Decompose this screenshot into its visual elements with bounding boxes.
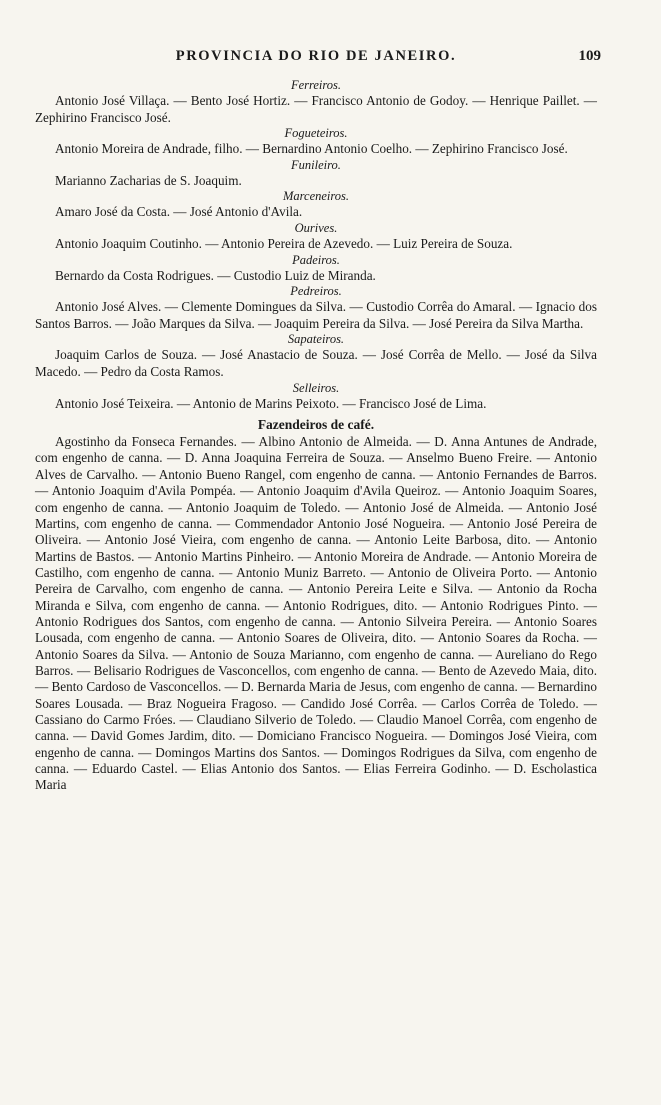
section-sapateiros [35, 332, 597, 380]
section-title: Ferreiros. [290, 78, 342, 92]
section-text: Antonio Moreira de Andrade, filho. — Bernardino Antonio Coelho. — Zephirino Francisco José. [55, 141, 568, 157]
section-padeiros [35, 253, 597, 285]
section-text: Marianno Zacharias de S. Joaquim. [55, 172, 242, 188]
section-text: Amaro José da Costa. — José Antonio d'Avila. [55, 204, 303, 220]
section-title: Sapateiros. [287, 332, 345, 347]
section-selleiros [35, 381, 597, 413]
section-pedreiros [35, 284, 597, 332]
section-fogueteiros [35, 126, 597, 158]
section-title: Selleiros. [292, 380, 340, 395]
section-title: Fazendeiros de café. [257, 417, 375, 433]
running-title: PROVINCIA DO RIO DE JANEIRO. [175, 48, 457, 64]
section-title: Ourives. [294, 220, 338, 235]
page-header [35, 48, 601, 72]
section-marceneiros [35, 189, 597, 221]
section-title: Funileiro. [291, 157, 341, 172]
section-funileiro [35, 158, 597, 190]
document-page [35, 48, 601, 794]
section-text: Joaquim Carlos de Souza. — José Anastacio de Souza. — José Corrêa de Mello. — José da Silva Macedo. — Pedro da Costa Ramos. [35, 347, 597, 379]
section-ourives [35, 221, 597, 253]
section-title: Fogueteiros. [284, 126, 348, 141]
section-title: Marceneiros. [282, 189, 350, 204]
section-title: Pedreiros. [290, 284, 342, 299]
section-fazendeiros-de-cafe [35, 416, 597, 794]
section-ferreiros [35, 78, 597, 126]
section-text: Bernardo da Costa Rodrigues. — Custodio Luiz de Miranda. [55, 267, 376, 283]
section-text: Antonio José Teixeira. — Antonio de Marins Peixoto. — Francisco José de Lima. [55, 395, 487, 411]
section-text: Antonio Joaquim Coutinho. — Antonio Pereira de Azevedo. — Luiz Pereira de Souza. [55, 235, 513, 251]
section-text: Agostinho da Fonseca Fernandes. — Albino Antonio de Almeida. — D. Anna Antunes de Andrade, com engenho de canna. — D. Anna Joaquina Ferreira de Souza. — Anselmo Bueno Freire. — Antonio Alves de Carvalho. — Antonio Bueno Rangel, com engenho de canna. — Antonio Fernandes de Barros. — Antonio Joaquim d'Avila Pompéa. — Antonio Joaquim d'Avila Queiroz. — Antonio Joaquim Soares, com engenho de canna. — Antonio Joaquim de Toledo. — Antonio José de Almeida. — Antonio José Martins, com engenho de canna. — Commendador Antonio José Nogueira. — Antonio José Pereira de Oliveira. — Antonio José Vieira, com engenho de canna. — Antonio Leite Barbosa, dito. — Antonio Martins de Bastos. — Antonio Martins Pinheiro. — Antonio Moreira de Andrade. — Antonio Moreira de Castilho, com engenho de canna. — Antonio Muniz Barreto. — Antonio de Oliveira Porto. — Antonio Pereira de Carvalho, com engenho de canna. — Antonio Pereira Leite e Silva. — Antonio da Rocha Miranda e Silva, com engenho de canna. — Antonio Rodrigues, dito. — Antonio Rodrigues Pinto. — Antonio Rodrigues dos Santos, com engenho de canna. — Antonio Silveira Pereira. — Antonio Soares Lousada, com engenho de canna. — Antonio Soares de Oliveira, dito. — Antonio Soares da Rocha. — Antonio Soares da Silva. — Antonio de Souza Marianno, com engenho de canna. — Aureliano do Rego Barros. — Belisario Rodrigues de Vasconcellos, com engenho de canna. — Bento de Azevedo Maia, dito. — Bento Cardoso de Vasconcellos. — D. Bernarda Maria de Jesus, com engenho de canna. — Bernardino Soares Lousada. — Braz Nogueira Fragoso. — Candido José Corrêa. — Carlos Corrêa de Toledo. — Cassiano do Carmo Fróes. — Claudiano Silverio de Toledo. — Claudio Manoel Corrêa, com engenho de canna. — David Gomes Jardim, dito. — Domiciano Francisco Nogueira. — Domingos José Vieira, com engenho de canna. — Domingos Martins dos Santos. — Domingos Rodrigues da Silva, com engenho de canna. — Eduardo Castel. — Elias Antonio dos Santos. — Elias Ferreira Godinho. — D. Escholastica Maria [35, 434, 597, 793]
section-title: Padeiros. [292, 252, 340, 267]
section-text: Antonio José Villaça. — Bento José Hortiz. — Francisco Antonio de Godoy. — Henrique Paillet. — Zephirino Francisco José. [35, 93, 597, 125]
page-number: 109 [578, 48, 601, 64]
section-text: Antonio José Alves. — Clemente Domingues da Silva. — Custodio Corrêa do Amaral. — Ignacio dos Santos Barros. — João Marques da Silva. — Joaquim Pereira da Silva. — José Pereira da Silva Martha. [35, 299, 597, 331]
